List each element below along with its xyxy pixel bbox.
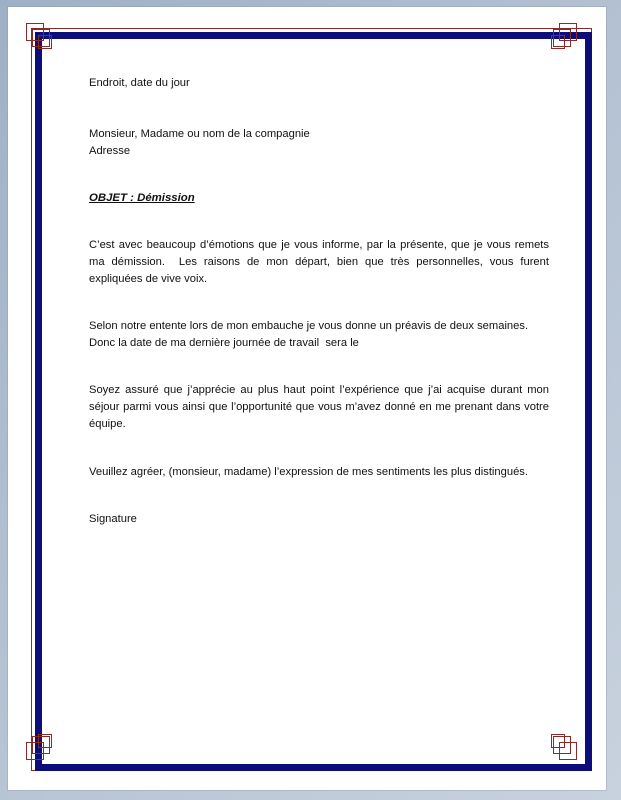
- body-paragraph-2: Selon notre entente lors de mon embauche je vous donne un préavis de deux semaines. Donc la date de ma dernière journée de travail sera le: [89, 320, 532, 350]
- corner-ornament-top-right-c: [551, 35, 565, 49]
- spacer-3: [89, 434, 549, 464]
- recipient-line-2: Adresse: [89, 145, 131, 158]
- spacer-after-date: [89, 92, 549, 126]
- corner-ornament-top-left-c: [38, 35, 52, 49]
- corner-ornament-bottom-right-b: [553, 736, 571, 754]
- spacer-2: [89, 352, 549, 382]
- corner-ornament-bottom-right-c: [551, 734, 565, 748]
- corner-ornament-top-right-a: [559, 23, 577, 41]
- spacer-after-recipient: [89, 160, 549, 190]
- corner-ornament-bottom-right-a: [559, 742, 577, 760]
- body-paragraph-4: Veuillez agréer, (monsieur, madame) l’expression de mes sentiments les plus distingués.: [89, 465, 529, 478]
- corner-ornament-bottom-left-a: [26, 742, 44, 760]
- subject-label: OBJET : Démission: [89, 192, 195, 205]
- corner-ornament-bottom-left-b: [32, 736, 50, 754]
- recipient-line-1: Monsieur, Madame ou nom de la compagnie: [89, 128, 310, 141]
- subject-paragraph: [89, 190, 549, 207]
- spacer-1: [89, 288, 549, 318]
- spacer-after-subject: [89, 207, 549, 237]
- date-line: Endroit, date du jour: [89, 77, 190, 89]
- signature-label: Signature: [89, 512, 137, 525]
- corner-ornament-top-right-b: [553, 29, 571, 47]
- body-paragraph-3: Soyez assuré que j’apprécie au plus haut point l’expérience que j’ai acquise durant mon séjour parmi vous ainsi que l’opportunité que vous m’avez donné en me prenant dans votre équipe.: [89, 384, 553, 431]
- spacer-4: [89, 481, 549, 511]
- body-paragraph-1: C’est avec beaucoup d’émotions que je vous informe, par la présente, que je vous remets ma démission. Les raisons de mon départ, bien que très personnelles, vous furent expliquées de vive voix.: [89, 239, 553, 286]
- corner-ornament-bottom-left-c: [38, 734, 52, 748]
- corner-ornament-top-left-a: [26, 23, 44, 41]
- corner-ornament-top-left-b: [32, 29, 50, 47]
- letter-content: [89, 75, 553, 528]
- document-page: [8, 7, 606, 790]
